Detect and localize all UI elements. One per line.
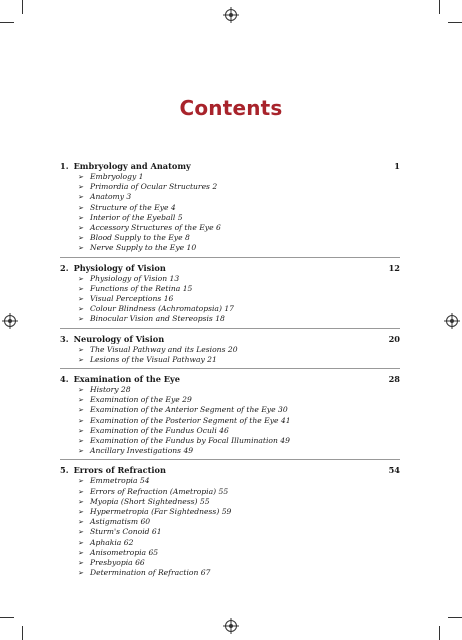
chapter-title: Physiology of Vision xyxy=(73,262,166,273)
topic-label: Binocular Vision and Stereopsis 18 xyxy=(90,314,225,324)
section-divider xyxy=(60,368,400,369)
topic-label: Astigmatism 60 xyxy=(90,517,151,527)
chapter-number: 3. xyxy=(60,333,69,344)
chapter-section xyxy=(60,333,400,369)
topic-label: Sturm's Conoid 61 xyxy=(90,527,162,537)
arrow-bullet-icon: ➢ xyxy=(78,569,84,578)
topic-list-item[interactable] xyxy=(78,284,400,294)
arrow-bullet-icon: ➢ xyxy=(78,213,84,222)
topic-list-item[interactable] xyxy=(78,294,400,304)
registration-mark-icon xyxy=(225,620,237,632)
topic-list-item[interactable] xyxy=(78,548,400,558)
topic-label: Hypermetropia (Far Sightedness) 59 xyxy=(90,507,232,517)
topic-label: Examination of the Fundus by Focal Illumination 49 xyxy=(90,436,290,446)
chapter-number: 4. xyxy=(60,374,69,385)
chapter-heading[interactable] xyxy=(60,373,400,385)
topic-list-item[interactable] xyxy=(78,213,400,223)
topic-list-item[interactable] xyxy=(78,385,400,395)
topic-list-item[interactable] xyxy=(78,476,400,486)
topic-label: Functions of the Retina 15 xyxy=(90,283,193,293)
topic-list-item[interactable] xyxy=(78,517,400,527)
arrow-bullet-icon: ➢ xyxy=(78,497,84,506)
topic-label: Embryology 1 xyxy=(90,172,144,181)
topic-list-item[interactable] xyxy=(78,355,400,365)
chapter-page-number: 28 xyxy=(388,374,400,385)
chapter-section xyxy=(60,160,400,258)
topic-label: Blood Supply to the Eye 8 xyxy=(90,233,190,243)
arrow-bullet-icon: ➢ xyxy=(78,437,84,446)
chapter-section xyxy=(60,464,400,578)
arrow-bullet-icon: ➢ xyxy=(78,426,84,435)
topic-label: Errors of Refraction (Ametropia) 55 xyxy=(90,486,229,496)
chapter-title: Neurology of Vision xyxy=(73,333,165,344)
chapter-heading[interactable] xyxy=(60,333,400,345)
topic-list-item[interactable] xyxy=(78,446,400,456)
topic-label: Colour Blindness (Achromatopsia) 17 xyxy=(90,304,234,314)
arrow-bullet-icon: ➢ xyxy=(78,193,84,202)
topic-label: Accessory Structures of the Eye 6 xyxy=(90,223,221,233)
arrow-bullet-icon: ➢ xyxy=(78,396,84,405)
topic-label: Nerve Supply to the Eye 10 xyxy=(90,243,197,253)
topic-label: Examination of the Posterior Segment of the Eye 41 xyxy=(90,415,291,425)
chapter-page-number: 20 xyxy=(388,333,400,344)
topic-list-item[interactable] xyxy=(78,568,400,578)
arrow-bullet-icon: ➢ xyxy=(78,173,84,181)
chapter-page-number: 54 xyxy=(388,465,400,476)
topic-label: Physiology of Vision 13 xyxy=(90,273,180,283)
topic-label: Examination of the Eye 29 xyxy=(90,395,192,405)
topic-list-item[interactable] xyxy=(78,527,400,537)
topic-list-item[interactable] xyxy=(78,304,400,314)
topic-label: Ancillary Investigations 49 xyxy=(90,446,194,456)
chapter-number: 2. xyxy=(60,262,69,273)
section-divider xyxy=(60,328,400,329)
chapter-title-group xyxy=(60,373,180,385)
topic-list-item[interactable] xyxy=(78,405,400,415)
topic-list xyxy=(60,274,400,325)
chapter-title: Examination of the Eye xyxy=(73,374,181,385)
chapter-title: Errors of Refraction xyxy=(73,465,166,476)
arrow-bullet-icon: ➢ xyxy=(78,416,84,425)
registration-mark-icon xyxy=(225,9,237,21)
chapter-number: 5. xyxy=(60,465,69,476)
topic-list-item[interactable] xyxy=(78,395,400,405)
topic-list-item[interactable] xyxy=(78,233,400,243)
topic-list-item[interactable] xyxy=(78,192,400,202)
arrow-bullet-icon: ➢ xyxy=(78,203,84,212)
arrow-bullet-icon: ➢ xyxy=(78,234,84,243)
topic-list-item[interactable] xyxy=(78,426,400,436)
topic-list-item[interactable] xyxy=(78,223,400,233)
arrow-bullet-icon: ➢ xyxy=(78,386,84,395)
arrow-bullet-icon: ➢ xyxy=(78,548,84,557)
topic-label: Anatomy 3 xyxy=(90,192,132,202)
chapter-section xyxy=(60,262,400,329)
topic-list-item[interactable] xyxy=(78,487,400,497)
topic-label: Lesions of the Visual Pathway 21 xyxy=(90,354,217,364)
topic-list-item[interactable] xyxy=(78,182,400,192)
topic-list-item[interactable] xyxy=(78,172,400,182)
topic-list-item[interactable] xyxy=(78,497,400,507)
chapter-title-group xyxy=(60,464,166,476)
arrow-bullet-icon: ➢ xyxy=(78,274,84,283)
arrow-bullet-icon: ➢ xyxy=(78,528,84,537)
arrow-bullet-icon: ➢ xyxy=(78,355,84,364)
chapter-title-group xyxy=(60,333,164,345)
arrow-bullet-icon: ➢ xyxy=(78,224,84,233)
topic-label: Myopia (Short Sightedness) 55 xyxy=(90,496,210,506)
chapter-title-group xyxy=(60,160,191,172)
topic-label: Visual Perceptions 16 xyxy=(90,294,174,304)
topic-list-item[interactable] xyxy=(78,274,400,284)
topic-list-item[interactable] xyxy=(78,345,400,355)
section-divider xyxy=(60,459,400,460)
section-divider xyxy=(60,257,400,258)
topic-list xyxy=(60,385,400,456)
arrow-bullet-icon: ➢ xyxy=(78,305,84,314)
arrow-bullet-icon: ➢ xyxy=(78,447,84,456)
topic-label: Emmetropia 54 xyxy=(90,476,150,486)
topic-list-item[interactable] xyxy=(78,416,400,426)
topic-label: Determination of Refraction 67 xyxy=(90,568,211,578)
topic-label: Presbyopia 66 xyxy=(90,558,145,568)
arrow-bullet-icon: ➢ xyxy=(78,508,84,517)
table-of-contents xyxy=(60,160,400,583)
topic-label: Examination of the Fundus Oculi 46 xyxy=(90,425,229,435)
chapter-heading[interactable] xyxy=(60,262,400,274)
topic-list-item[interactable] xyxy=(78,314,400,324)
topic-list xyxy=(60,345,400,365)
topic-label: Anisometropia 65 xyxy=(90,547,159,557)
chapter-number: 1. xyxy=(60,161,69,171)
topic-label: Examination of the Anterior Segment of the Eye 30 xyxy=(90,405,288,415)
chapter-title: Embryology and Anatomy xyxy=(73,161,191,171)
arrow-bullet-icon: ➢ xyxy=(78,183,84,192)
arrow-bullet-icon: ➢ xyxy=(78,487,84,496)
page-title: Contents xyxy=(179,96,283,120)
chapter-heading[interactable] xyxy=(60,160,400,172)
registration-mark-icon xyxy=(4,315,16,327)
chapter-page-number: 1 xyxy=(394,161,400,171)
chapter-title-group xyxy=(60,262,166,274)
topic-list-item[interactable] xyxy=(78,558,400,568)
topic-label: Structure of the Eye 4 xyxy=(90,202,176,212)
topic-list xyxy=(60,476,400,578)
arrow-bullet-icon: ➢ xyxy=(78,518,84,527)
arrow-bullet-icon: ➢ xyxy=(78,477,84,486)
topic-label: Primordia of Ocular Structures 2 xyxy=(90,182,218,192)
topic-list-item[interactable] xyxy=(78,436,400,446)
topic-label: History 28 xyxy=(90,385,131,395)
topic-list-item[interactable] xyxy=(78,203,400,213)
arrow-bullet-icon: ➢ xyxy=(78,295,84,304)
topic-list xyxy=(60,172,400,254)
arrow-bullet-icon: ➢ xyxy=(78,559,84,568)
topic-list-item[interactable] xyxy=(78,507,400,517)
chapter-heading[interactable] xyxy=(60,464,400,476)
chapter-page-number: 12 xyxy=(388,262,400,273)
chapter-section xyxy=(60,373,400,460)
arrow-bullet-icon: ➢ xyxy=(78,315,84,324)
arrow-bullet-icon: ➢ xyxy=(78,406,84,415)
arrow-bullet-icon: ➢ xyxy=(78,284,84,293)
arrow-bullet-icon: ➢ xyxy=(78,244,84,253)
topic-label: Aphakia 62 xyxy=(90,537,134,547)
topic-label: The Visual Pathway and its Lesions 20 xyxy=(90,344,238,354)
topic-list-item[interactable] xyxy=(78,243,400,253)
arrow-bullet-icon: ➢ xyxy=(78,345,84,354)
topic-list-item[interactable] xyxy=(78,538,400,548)
arrow-bullet-icon: ➢ xyxy=(78,538,84,547)
topic-label: Interior of the Eyeball 5 xyxy=(90,212,183,222)
registration-mark-icon xyxy=(446,315,458,327)
